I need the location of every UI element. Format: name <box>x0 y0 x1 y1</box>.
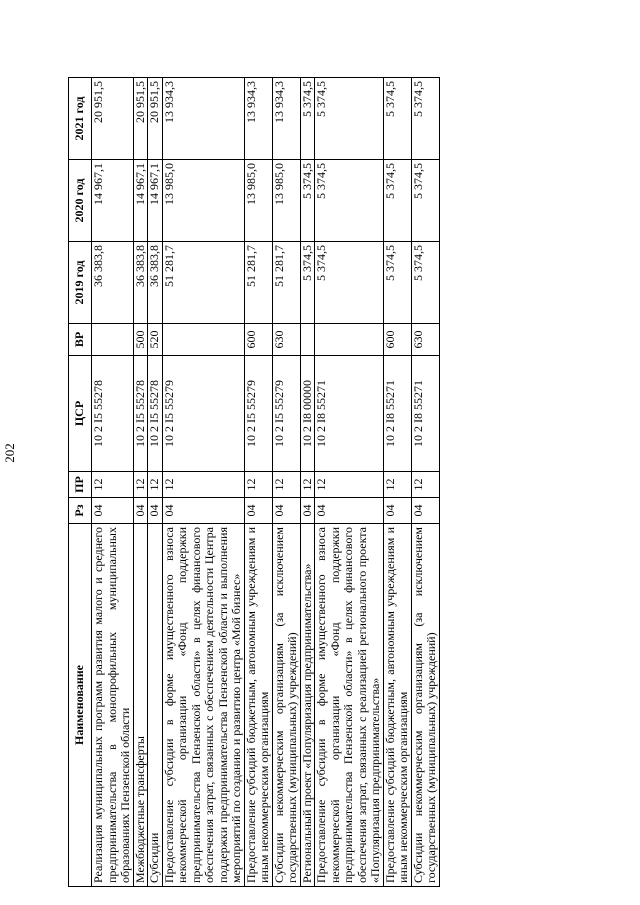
cell-csr: 10 2 I8 55271 <box>383 356 411 472</box>
cell-2019: 36 383,8 <box>133 242 148 324</box>
page-number: 202 <box>2 442 17 463</box>
table-row <box>244 78 272 887</box>
cell-2020: 13 985,0 <box>244 160 272 242</box>
table-row <box>411 78 439 887</box>
cell-rz: 04 <box>411 498 439 524</box>
header-2020: 2020 год <box>69 160 92 242</box>
cell-2021: 20 951,5 <box>133 78 148 160</box>
cell-2020: 13 985,0 <box>272 160 300 242</box>
cell-2021: 13 934,3 <box>244 78 272 160</box>
cell-csr: 10 2 I8 00000 <box>300 356 315 472</box>
cell-rz: 04 <box>300 498 315 524</box>
cell-csr: 10 2 I8 55271 <box>315 356 384 472</box>
cell-pr: 12 <box>133 472 148 498</box>
cell-name: Предоставление субсидии в форме имущественного взноса некоммерческой организации «Фонд поддержки предпринимательства Пензенской области» в целях финансового обеспечения затрат, связанных с обеспечением деятельности Центра поддержки предпринимательства Пензенской области и выполнения мероприятий по созданию и развитию центра «Мой бизнес» <box>162 524 244 887</box>
table-row <box>92 78 134 887</box>
table-row <box>148 78 163 887</box>
cell-pr: 12 <box>300 472 315 498</box>
cell-2020: 14 967,1 <box>133 160 148 242</box>
cell-2021: 5 374,5 <box>383 78 411 160</box>
cell-pr: 12 <box>162 472 244 498</box>
cell-vr: 630 <box>272 324 300 356</box>
cell-2019: 51 281,7 <box>244 242 272 324</box>
cell-name: Предоставление субсидии в форме имущественного взноса некоммерческой организации «Фонд поддержки предпринимательства Пензенской области» в целях финансового обеспечения затрат, связанных с реализацией регионального проекта «Популяризация предпринимательства» <box>315 524 384 887</box>
cell-2020: 13 985,0 <box>162 160 244 242</box>
table-header <box>69 78 92 887</box>
cell-2019: 51 281,7 <box>272 242 300 324</box>
cell-csr: 10 2 I5 55279 <box>272 356 300 472</box>
cell-csr: 10 2 I5 55278 <box>133 356 148 472</box>
cell-2021: 20 951,5 <box>92 78 134 160</box>
table-row <box>272 78 300 887</box>
cell-vr <box>162 324 244 356</box>
cell-name: Субсидии <box>148 524 163 887</box>
cell-2021: 5 374,5 <box>315 78 384 160</box>
header-2019: 2019 год <box>69 242 92 324</box>
header-pr: ПР <box>69 472 92 498</box>
header-vr: ВР <box>69 324 92 356</box>
table-row <box>383 78 411 887</box>
header-rz: Рз <box>69 498 92 524</box>
cell-2019: 51 281,7 <box>162 242 244 324</box>
cell-vr: 520 <box>148 324 163 356</box>
cell-csr: 10 2 I5 55278 <box>92 356 134 472</box>
header-name: Наименование <box>69 524 92 887</box>
cell-name: Предоставление субсидий бюджетным, автономным учреждениям и иным некоммерческим организациям <box>383 524 411 887</box>
table-row <box>162 78 244 887</box>
header-2021: 2021 год <box>69 78 92 160</box>
cell-2021: 5 374,5 <box>300 78 315 160</box>
budget-table <box>68 77 440 887</box>
cell-2019: 5 374,5 <box>411 242 439 324</box>
cell-rz: 04 <box>133 498 148 524</box>
cell-2020: 5 374,5 <box>300 160 315 242</box>
cell-2020: 5 374,5 <box>411 160 439 242</box>
cell-pr: 12 <box>244 472 272 498</box>
cell-csr: 10 2 I8 55271 <box>411 356 439 472</box>
cell-2020: 14 967,1 <box>148 160 163 242</box>
cell-vr: 630 <box>411 324 439 356</box>
cell-vr: 500 <box>133 324 148 356</box>
cell-2020: 14 967,1 <box>92 160 134 242</box>
cell-2019: 5 374,5 <box>300 242 315 324</box>
cell-pr: 12 <box>411 472 439 498</box>
cell-name: Межбюджетные трансферты <box>133 524 148 887</box>
cell-csr: 10 2 I5 55279 <box>162 356 244 472</box>
page-number-strip <box>0 0 20 905</box>
table-row <box>315 78 384 887</box>
cell-pr: 12 <box>272 472 300 498</box>
cell-rz: 04 <box>92 498 134 524</box>
cell-pr: 12 <box>92 472 134 498</box>
cell-name: Субсидии некоммерческим организациям (за исключением государственных (муниципальных) учреждений) <box>272 524 300 887</box>
cell-pr: 12 <box>148 472 163 498</box>
cell-vr: 600 <box>383 324 411 356</box>
cell-csr: 10 2 I5 55279 <box>244 356 272 472</box>
cell-2019: 5 374,5 <box>383 242 411 324</box>
cell-2020: 5 374,5 <box>383 160 411 242</box>
cell-rz: 04 <box>244 498 272 524</box>
cell-csr: 10 2 I5 55278 <box>148 356 163 472</box>
cell-2021: 13 934,3 <box>162 78 244 160</box>
cell-vr <box>92 324 134 356</box>
cell-rz: 04 <box>315 498 384 524</box>
header-row <box>69 78 92 887</box>
cell-2019: 36 383,8 <box>148 242 163 324</box>
cell-rz: 04 <box>148 498 163 524</box>
table-row <box>300 78 315 887</box>
table-body <box>92 78 440 887</box>
rotated-table-container <box>68 78 563 887</box>
cell-pr: 12 <box>383 472 411 498</box>
cell-2020: 5 374,5 <box>315 160 384 242</box>
cell-2021: 5 374,5 <box>411 78 439 160</box>
cell-vr <box>300 324 315 356</box>
cell-rz: 04 <box>162 498 244 524</box>
cell-pr: 12 <box>315 472 384 498</box>
cell-vr: 600 <box>244 324 272 356</box>
header-csr: ЦСР <box>69 356 92 472</box>
cell-name: Субсидии некоммерческим организациям (за исключением государственных (муниципальных) учреждений) <box>411 524 439 887</box>
cell-rz: 04 <box>272 498 300 524</box>
cell-2019: 36 383,8 <box>92 242 134 324</box>
cell-name: Региональный проект «Популяризация предпринимательства» <box>300 524 315 887</box>
cell-name: Предоставление субсидий бюджетным, автономным учреждениям и иным некоммерческим организациям <box>244 524 272 887</box>
cell-name: Реализация муниципальных программ развития малого и среднего предпринимательства в монопрофильных муниципальных образованиях Пензенской области <box>92 524 134 887</box>
cell-rz: 04 <box>383 498 411 524</box>
cell-2021: 20 951,5 <box>148 78 163 160</box>
cell-2019: 5 374,5 <box>315 242 384 324</box>
cell-2021: 13 934,3 <box>272 78 300 160</box>
cell-vr <box>315 324 384 356</box>
table-row <box>133 78 148 887</box>
